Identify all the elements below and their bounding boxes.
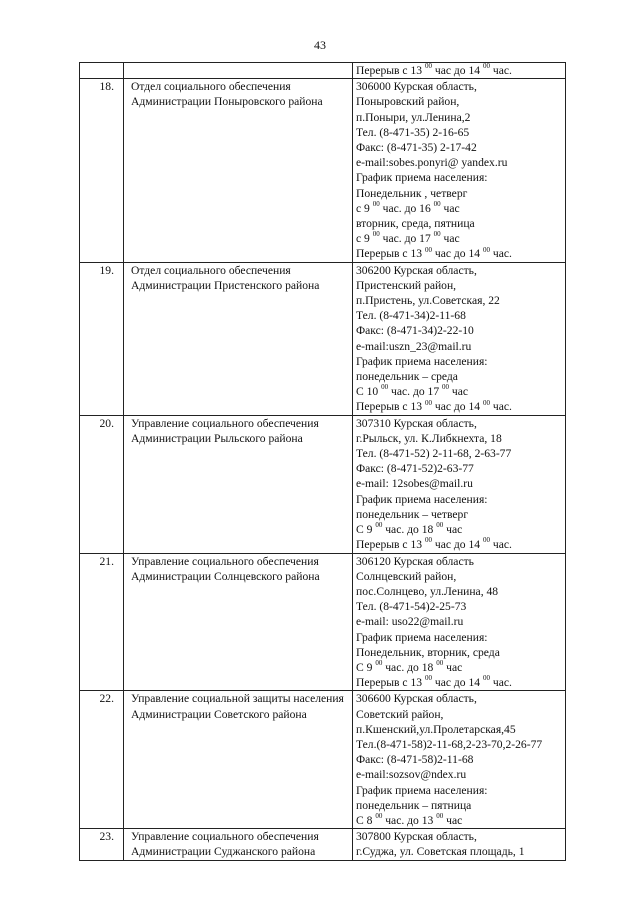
table-row — [80, 691, 566, 829]
info-line: п.Пристень, ул.Советская, 22 — [356, 294, 500, 308]
info-line: График приема населения: — [356, 354, 488, 368]
info-line: e-mail: 12sobes@mail.ru — [356, 477, 473, 491]
info-line: График приема населения: — [356, 171, 488, 185]
row-number: 19. — [80, 262, 124, 415]
contact-info — [353, 262, 566, 415]
info-line: 306120 Курская область — [356, 554, 474, 568]
info-line: понедельник – среда — [356, 370, 458, 384]
empty-name-cell — [124, 63, 353, 79]
info-line: 306600 Курская область, — [356, 692, 477, 706]
continuation-cell — [353, 63, 566, 79]
organizations-table — [79, 62, 566, 861]
info-line: понедельник – четверг — [356, 507, 469, 521]
contact-info — [353, 79, 566, 262]
row-number: 22. — [80, 691, 124, 829]
contact-info — [353, 553, 566, 691]
row-number: 23. — [80, 829, 124, 860]
info-line: e-mail:sobes.ponyri@ yandex.ru — [356, 156, 508, 170]
info-line: Понедельник, вторник, среда — [356, 645, 500, 659]
info-line: 306000 Курская область, — [356, 80, 477, 94]
table-row — [80, 415, 566, 553]
contact-info — [353, 415, 566, 553]
info-line: г.Рыльск, ул. К.Либкнехта, 18 — [356, 431, 502, 445]
row-number: 20. — [80, 415, 124, 553]
info-line: с 9 $^{00}$ час. до 16 $^{00}$ час — [356, 199, 460, 215]
organization-name: Отдел социального обеспечения Администрации Поныровского района — [124, 79, 353, 262]
info-line: п.Кшенский,ул.Пролетарская,45 — [356, 722, 516, 736]
organization-name: Управление социального обеспечения Администрации Суджанского района — [124, 829, 353, 860]
info-line: Поныровский район, — [356, 95, 460, 109]
info-line: 307310 Курская область, — [356, 416, 477, 430]
info-line: e-mail: uso22@mail.ru — [356, 615, 464, 629]
info-line: с 9 $^{00}$ час. до 17 $^{00}$ час — [356, 230, 460, 246]
info-line: 306200 Курская область, — [356, 263, 477, 277]
row-number: 18. — [80, 79, 124, 262]
info-line: Перерыв с 13 $^{00}$ час до 14 $^{00}$ час. — [356, 398, 512, 414]
table-row — [80, 262, 566, 415]
info-line: С 9 $^{00}$ час. до 18 $^{00}$ час — [356, 521, 463, 537]
empty-number-cell — [80, 63, 124, 79]
info-line: Советский район, — [356, 707, 444, 721]
info-line: Перерыв с 13 $^{00}$ час до 14 $^{00}$ час. — [356, 674, 512, 690]
info-line: Тел. (8-471-52) 2-11-68, 2-63-77 — [356, 447, 512, 461]
info-line: Пристенский район, — [356, 278, 457, 292]
table-row — [80, 829, 566, 860]
info-line: Факс: (8-471-58)2-11-68 — [356, 753, 474, 767]
page-number: 43 — [314, 38, 326, 52]
info-line: Факс: (8-471-52)2-63-77 — [356, 462, 474, 476]
info-line: пос.Солнцево, ул.Ленина, 48 — [356, 584, 499, 598]
info-line: График приема населения: — [356, 492, 488, 506]
info-line: Понедельник , четверг — [356, 186, 468, 200]
info-line: С 8 $^{00}$ час. до 13 $^{00}$ час — [356, 812, 463, 827]
break-time-line: Перерыв с 13 $^{00}$ час до 14 $^{00}$ час. — [356, 62, 512, 77]
info-line: Тел.(8-471-58)2-11-68,2-23-70,2-26-77 — [356, 737, 543, 751]
info-line: График приема населения: — [356, 630, 488, 644]
organization-name: Управление социальной защиты населения Администрации Советского района — [124, 691, 353, 829]
continuation-row — [80, 63, 566, 79]
organization-name: Управление социального обеспечения Администрации Рыльского района — [124, 415, 353, 553]
organization-name: Управление социального обеспечения Администрации Солнцевского района — [124, 553, 353, 691]
info-line: Перерыв с 13 $^{00}$ час до 14 $^{00}$ час. — [356, 536, 512, 552]
info-line: понедельник – пятница — [356, 798, 472, 812]
table-row — [80, 553, 566, 691]
info-line: Тел. (8-471-54)2-25-73 — [356, 600, 467, 614]
info-line: Тел. (8-471-34)2-11-68 — [356, 309, 466, 323]
info-line: График приема населения: — [356, 783, 488, 797]
info-line: п.Поныри, ул.Ленина,2 — [356, 110, 471, 124]
info-line: г.Суджа, ул. Советская площадь, 1 — [356, 845, 525, 859]
info-line: Тел. (8-471-35) 2-16-65 — [356, 125, 470, 139]
table-body — [80, 63, 566, 861]
info-line: вторник, среда, пятница — [356, 217, 475, 231]
info-line: e-mail:sozsov@ndex.ru — [356, 768, 467, 782]
info-line: 307800 Курская область, — [356, 830, 477, 844]
info-line: Факс: (8-471-34)2-22-10 — [356, 324, 474, 338]
table-row — [80, 79, 566, 262]
organization-name: Отдел социального обеспечения Администрации Пристенского района — [124, 262, 353, 415]
contact-info — [353, 829, 566, 860]
row-number: 21. — [80, 553, 124, 691]
info-line: Факс: (8-471-35) 2-17-42 — [356, 141, 477, 155]
contact-info — [353, 691, 566, 829]
info-line: Перерыв с 13 $^{00}$ час до 14 $^{00}$ час. — [356, 245, 512, 261]
info-line: Солнцевский район, — [356, 569, 457, 583]
info-line: e-mail:uszn_23@mail.ru — [356, 339, 472, 353]
info-line: С 9 $^{00}$ час. до 18 $^{00}$ час — [356, 659, 463, 674]
info-line: С 10 $^{00}$ час. до 17 $^{00}$ час — [356, 383, 469, 399]
